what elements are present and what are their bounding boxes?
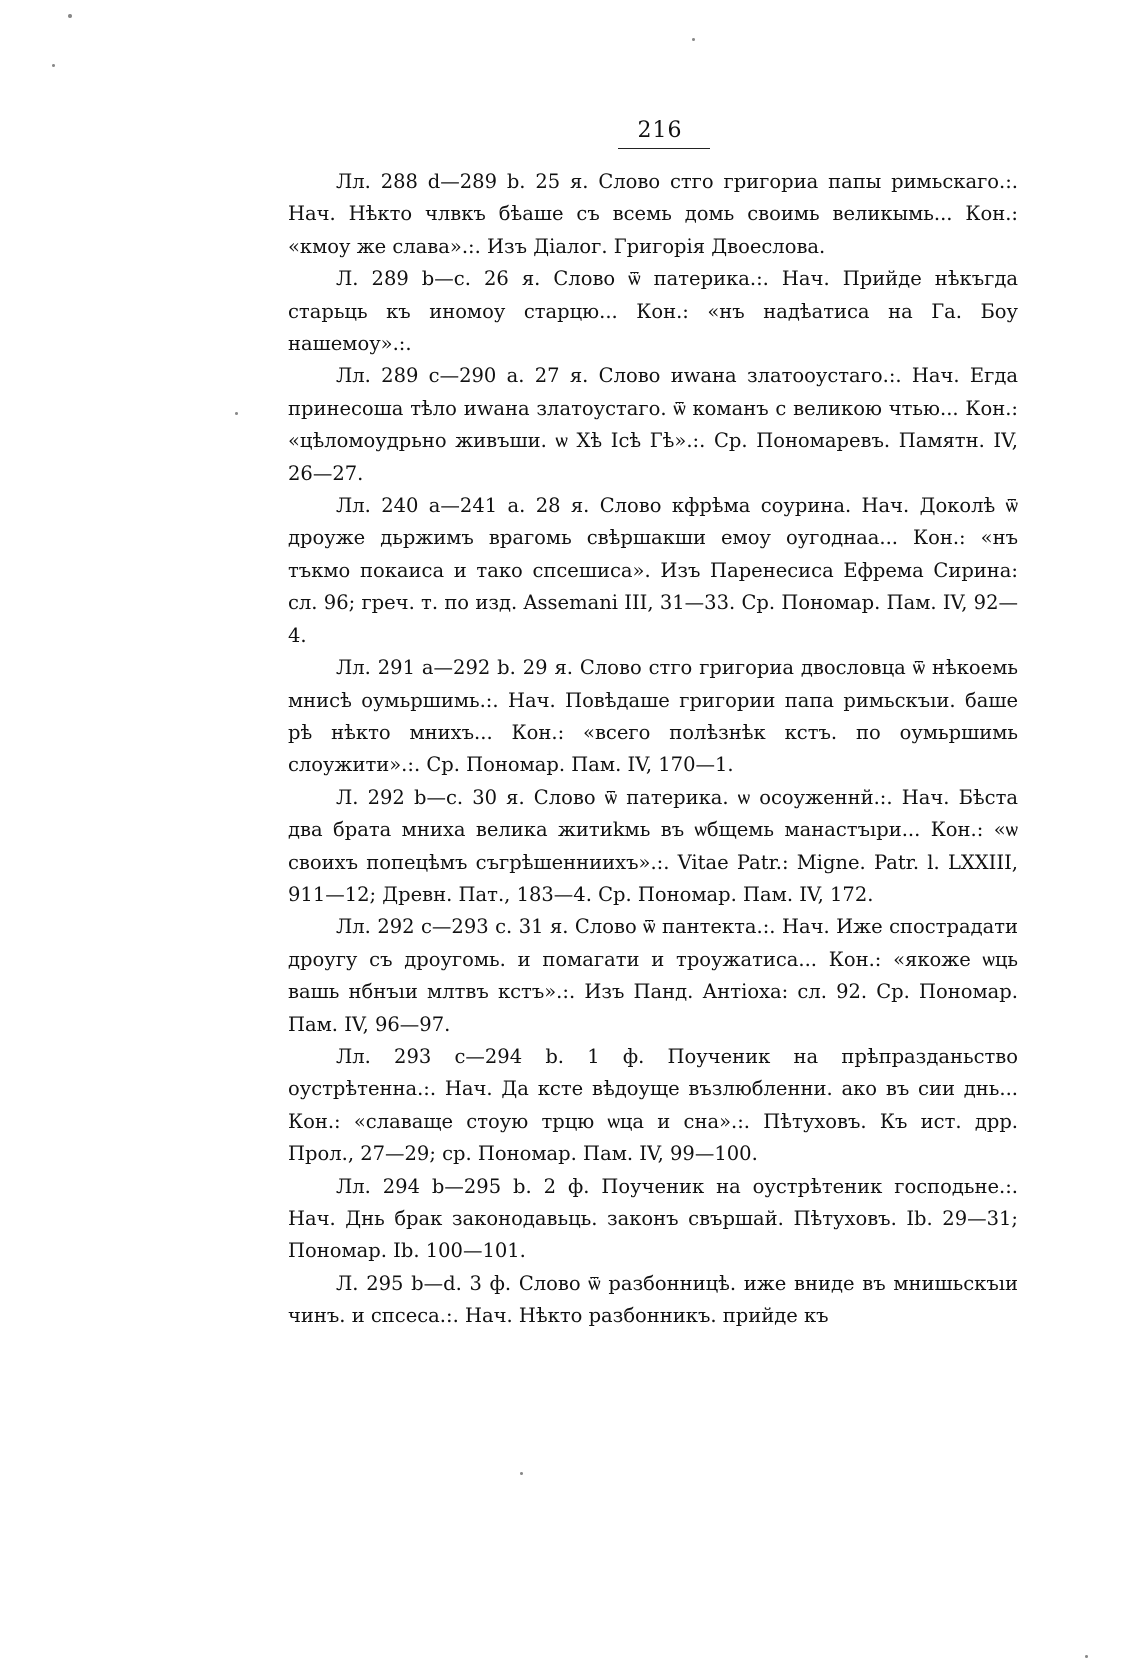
catalog-entry: Лл. 289 с—290 а. 27 я. Слово иwана златооустаго.:. Нач. Егда принесоша тѣло иwана златоустаго. ѿ команъ с великою чтью... Кон.: «цѣломоудрьно живъши. ѡ Хѣ Ісѣ Гѣ».:. Ср. Пономаревъ. Памятн. IV, 26—27. xyxy=(288,364,1018,485)
page-number-rule xyxy=(618,148,710,149)
scan-speck xyxy=(68,14,72,18)
scan-speck xyxy=(692,38,695,41)
catalog-entry: Лл. 292 с—293 с. 31 я. Слово ѿ пантекта.:. Нач. Иже спострадати дроугу съ дроугомь. и помагати и троужатиса... Кон.: «якоже ѡць вашь нбнъıи млтвъ кстъ».:. Изъ Панд. Антіоха: сл. 92. Ср. Пономар. Пам. IV, 96—97. xyxy=(288,915,1018,1036)
catalog-entry: Лл. 291 а—292 b. 29 я. Слово стго григориа двословца ѿ нѣкоемь мнисѣ оумьршимь.:. Нач. Повѣдаше григории папа римьскъıи. баше рѣ нѣкто мнихъ... Кон.: «всего полѣзнѣк кстъ. по оумьршимь слоужити».:. Ср. Пономар. Пам. IV, 170—1. xyxy=(288,656,1018,777)
scan-speck xyxy=(235,412,238,415)
catalog-text xyxy=(288,166,1018,1333)
catalog-entry: Лл. 294 b—295 b. 2 ф. Поученик на оустрѣтеник господьне.:. Нач. Днь брак законодавьць. законъ свършай. Пѣтуховъ. Ib. 29—31; Пономар. Ib. 100—101. xyxy=(288,1174,1018,1263)
catalog-entry: Лл. 293 с—294 b. 1 ф. Поученик на прѣпразданьство оустрѣтенна.:. Нач. Да ксте вѣдоуще възлюбленни. ако въ сии днь... Кон.: «славаще стоую трцю ѡца и сна».:. Пѣтуховъ. Къ ист. дрр. Прол., 27—29; ср. Пономар. Пам. IV, 99—100. xyxy=(288,1044,1018,1166)
catalog-entry: Л. 292 b—с. 30 я. Слово ѿ патерика. ѡ осоуженнй.:. Нач. Бѣста два брата мниха велика житиkмь въ ѡбщемь манастъıри... Кон.: «ѡ своихъ попецѣмъ съгрѣшенниихъ».:. Vitae Patr.: Migne. Patr. l. LXXIII, 911—12; Древн. Пат., 183—4. Ср. Пономар. Пам. IV, 172. xyxy=(288,785,1018,906)
catalog-entry: Л. 295 b—d. 3 ф. Слово ѿ разбонницѣ. иже вниде въ мнишьскъıи чинъ. и спсеса.:. Нач. Нѣкто разбонникъ. прийде къ xyxy=(288,1271,1018,1328)
page-number: 216 xyxy=(637,118,683,143)
scan-speck xyxy=(520,1472,523,1475)
scan-speck xyxy=(52,64,55,67)
catalog-entry: Л. 289 b—с. 26 я. Слово ѿ патерика.:. Нач. Прийде нѣкъгда старьць къ иномоу старцю... Кон.: «нъ надѣатиса на Га. Боу нашемоу».:. xyxy=(288,267,1018,356)
catalog-entry: Лл. 288 d—289 b. 25 я. Слово стго григориа папы римьскаго.:. Нач. Нѣкто члвкъ бѣаше съ всемь домь своимь великымь... Кон.: «кмоу же слава».:. Изъ Діалог. Григорія Двоеслова. xyxy=(288,170,1018,258)
catalog-entry: Лл. 240 а—241 а. 28 я. Слово кфрѣма соурина. Нач. Доколѣ ѿ дроуже дьржимъ врагомь свѣршакши емоу оугоднаа... Кон.: «нъ тъкмо покаиса и тако спсешиса». Изъ Паренесиса Ефрема Сирина: сл. 96; греч. т. по изд. Assemani III, 31—33. Ср. Пономар. Пам. IV, 92—4. xyxy=(288,494,1018,647)
scan-speck xyxy=(1085,1655,1088,1658)
